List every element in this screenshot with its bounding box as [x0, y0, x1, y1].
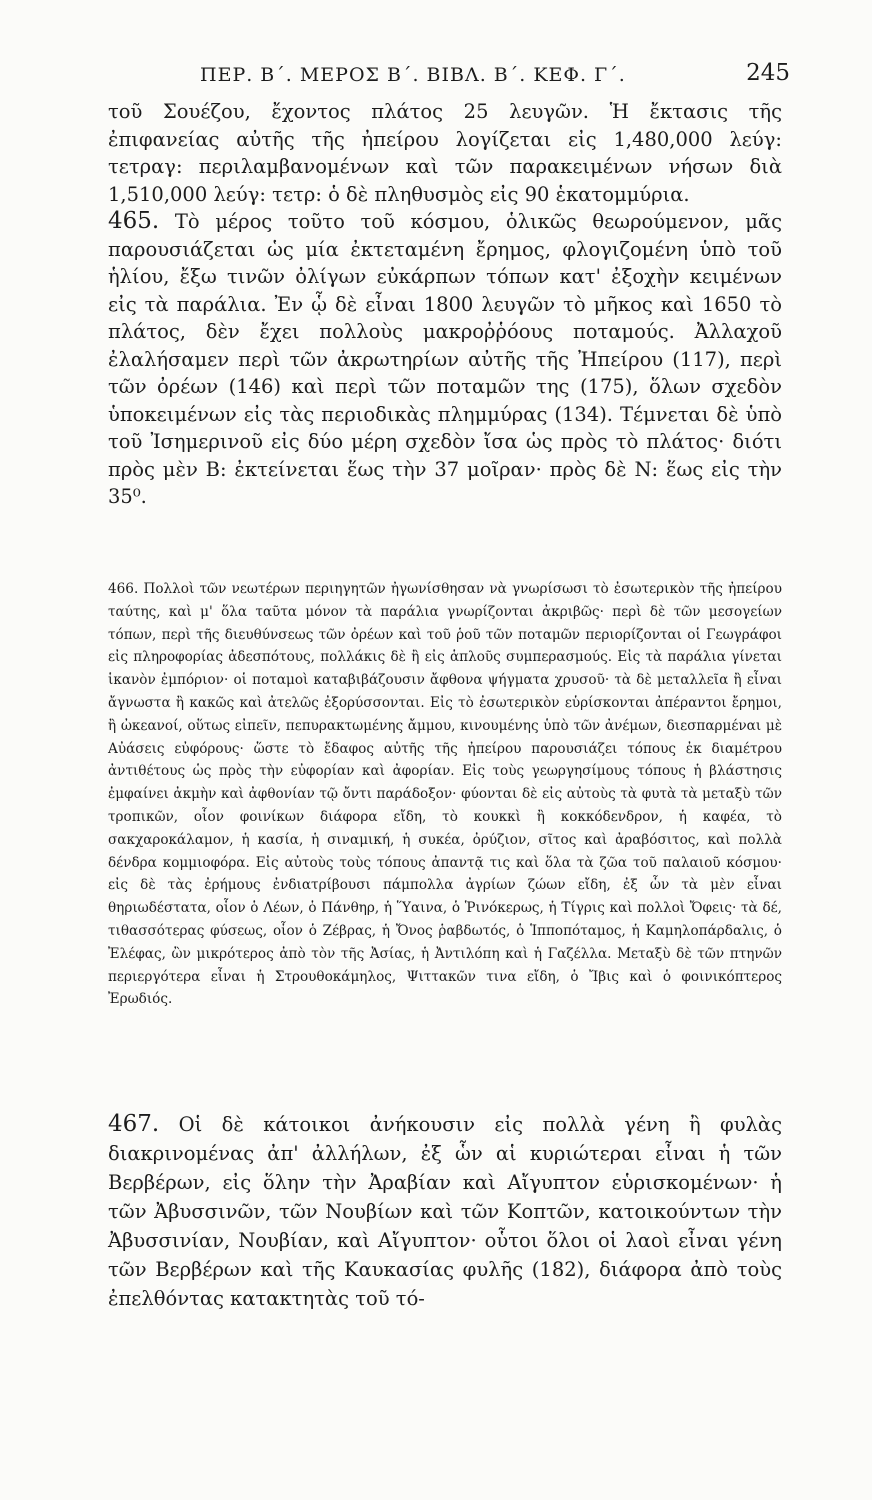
- section-number-467: 467.: [108, 1111, 160, 1137]
- running-head: ΠΕΡ. Β΄. ΜΕΡΟΣ Β΄. ΒΙΒΛ. Β΄. ΚΕΦ. Γ΄.: [200, 64, 626, 86]
- page-number: 245: [746, 60, 790, 86]
- paragraph-467: [108, 1110, 782, 1313]
- page-header: [150, 60, 790, 100]
- paragraph-467-text: Οἱ δὲ κάτοικοι ἀνήκουσιν εἰς πολλὰ γένη ἢ φυλὰς διακρινομένας ἀπ' ἀλλήλων, ἐξ ὧν αἱ κυριώτεραι εἶναι ἡ τῶν Βερβέρων, εἰς ὅλην τὴν Ἀραβίαν καὶ Αἴγυπτον εὑρισκομένων· ἡ τῶν Ἀβυσσινῶν, τῶν Νουβίων καὶ τῶν Κοπτῶν, κατοικούντων τὴν Ἀβυσσινίαν, Νουβίαν, καὶ Αἴγυπτον· οὗτοι ὅλοι οἱ λαοὶ εἶναι γένη τῶν Βερβέρων καὶ τῆς Καυκασίας φυλῆς (182), διάφορα ἀπὸ τοὺς ἐπελθόντας κατακτητὰς τοῦ τό-: [108, 1113, 782, 1310]
- section-number-465: 465.: [108, 208, 160, 234]
- small-print-section: [108, 578, 782, 1011]
- paragraph-466-text: Πολλοὶ τῶν νεωτέρων περιηγητῶν ἠγωνίσθησαν νὰ γνωρίσωσι τὸ ἐσωτερικὸν τῆς ἠπείρου ταύτης, καὶ μ' ὅλα ταῦτα μόνον τὰ παράλια γνωρίζονται ἀκριβῶς· περὶ δὲ τῶν μεσογείων τόπων, περὶ τῆς διευθύνσεως τῶν ὀρέων καὶ τοῦ ῥοῦ τῶν ποταμῶν περιορίζονται οἱ Γεωγράφοι εἰς πληροφορίας ἀδεσπότους, πολλάκις δὲ ἢ εἰς ἁπλοῦς συμπερασμούς. Εἰς τὰ παράλια γίνεται ἱκανὸν ἐμπόριον· οἱ ποταμοὶ καταβιβάζουσιν ἄφθονα ψήγματα χρυσοῦ· τὰ δὲ μεταλλεῖα ἢ εἶναι ἄγνωστα ἢ κακῶς καὶ ἀτελῶς ἐξορύσσονται. Εἰς τὸ ἐσωτερικὸν εὑρίσκονται ἀπέραντοι ἔρημοι, ἢ ὠκεανοί, οὕτως εἰπεῖν, πεπυρακτωμένης ἄμμου, κινουμένης ὑπὸ τῶν ἀνέμων, διεσπαρμέναι μὲ Αὐάσεις εὐφόρους· ὥστε τὸ ἔδαφος αὐτῆς τῆς ἠπείρου παρουσιάζει τόπους ἐκ διαμέτρου ἀντιθέτους ὡς πρὸς τὴν εὐφορίαν καὶ ἀφορίαν. Εἰς τοὺς γεωργησίμους τόπους ἡ βλάστησις ἐμφαίνει ἀκμὴν καὶ ἀφθονίαν τῷ ὄντι παράδοξον· φύονται δὲ εἰς αὐτοὺς τὰ φυτὰ τὰ μεταξὺ τῶν τροπικῶν, οἷον φοινίκων διάφορα εἴδη, τὸ κουκκὶ ἢ κοκκόδενδρον, ἡ καφέα, τὸ σακχαροκάλαμον, ἡ κασία, ἡ σιναμική, ἡ συκέα, ὀρύζιον, σῖτος καὶ ἀραβόσιτος, καὶ πολλὰ δένδρα κομμιοφόρα. Εἰς αὐτοὺς τοὺς τόπους ἀπαντᾷ τις καὶ ὅλα τὰ ζῶα τοῦ παλαιοῦ κόσμου· εἰς δὲ τὰς ἐρήμους ἐνδιατρίβουσι πάμπολλα ἀγρίων ζώων εἴδη, ἐξ ὧν τὰ μὲν εἶναι θηριωδέστατα, οἷον ὁ Λέων, ὁ Πάνθηρ, ἡ Ὕαινα, ὁ Ῥινόκερως, ἡ Τίγρις καὶ πολλοὶ Ὄφεις· τὰ δέ, τιθασσότερας φύσεως, οἷον ὁ Ζέβρας, ἡ Ὄνος ῥαβδωτός, ὁ Ἱπποπόταμος, ἡ Καμηλοπάρδαλις, ὁ Ἐλέφας, ὢν μικρότερος ἀπὸ τὸν τῆς Ἀσίας, ἡ Ἀντιλόπη καὶ ἡ Γαζέλλα. Μεταξὺ δὲ τῶν πτηνῶν περιεργότερα εἶναι ἡ Στρουθοκάμηλος, Ψιττακῶν τινα εἴδη, ὁ Ἴβις καὶ ὁ φοινικόπτερος Ἐρωδιός.: [108, 581, 782, 1008]
- section-number-466: 466.: [108, 581, 139, 597]
- paragraph-466: [108, 578, 782, 1011]
- main-text-upper: [108, 98, 782, 511]
- paragraph-465: [108, 208, 782, 511]
- paragraph-intro: [108, 98, 782, 208]
- paragraph-intro-text: τοῦ Σουέζου, ἔχοντος πλάτος 25 λευγῶν. Ἡ ἔκτασις τῆς ἐπιφανείας αὐτῆς τῆς ἠπείρου λογίζεται εἰς 1,480,000 λεύγ: τετραγ: περιλαμβανομένων καὶ τῶν παρακειμένων νήσων διὰ 1,510,000 λεύγ: τετρ: ὁ δὲ πληθυσμὸς εἰς 90 ἑκατομμύρια.: [108, 100, 782, 206]
- main-text-lower: [108, 1110, 782, 1313]
- paragraph-465-text: Τὸ μέρος τοῦτο τοῦ κόσμου, ὁλικῶς θεωρούμενον, μᾶς παρουσιάζεται ὡς μία ἐκτεταμένη ἔρημος, φλογιζομένη ὑπὸ τοῦ ἡλίου, ἔξω τινῶν ὀλίγων εὐκάρπων τόπων κατ' ἐξοχὴν κειμένων εἰς τὰ παράλια. Ἐν ᾧ δὲ εἶναι 1800 λευγῶν τὸ μῆκος καὶ 1650 τὸ πλάτος, δὲν ἔχει πολλοὺς μακροῤῥόους ποταμούς. Ἀλλαχοῦ ἐλαλήσαμεν περὶ τῶν ἀκρωτηρίων αὐτῆς τῆς Ἠπείρου (117), περὶ τῶν ὀρέων (146) καὶ περὶ τῶν ποταμῶν της (175), ὅλων σχεδὸν ὑποκειμένων εἰς τὰς περιοδικὰς πλημμύρας (134). Τέμνεται δὲ ὑπὸ τοῦ Ἰσημερινοῦ εἰς δύο μέρη σχεδὸν ἴσα ὡς πρὸς τὸ πλάτος· διότι πρὸς μὲν Β: ἐκτείνεται ἕως τὴν 37 μοῖραν· πρὸς δὲ Ν: ἕως εἰς τὴν 35⁰.: [108, 210, 783, 508]
